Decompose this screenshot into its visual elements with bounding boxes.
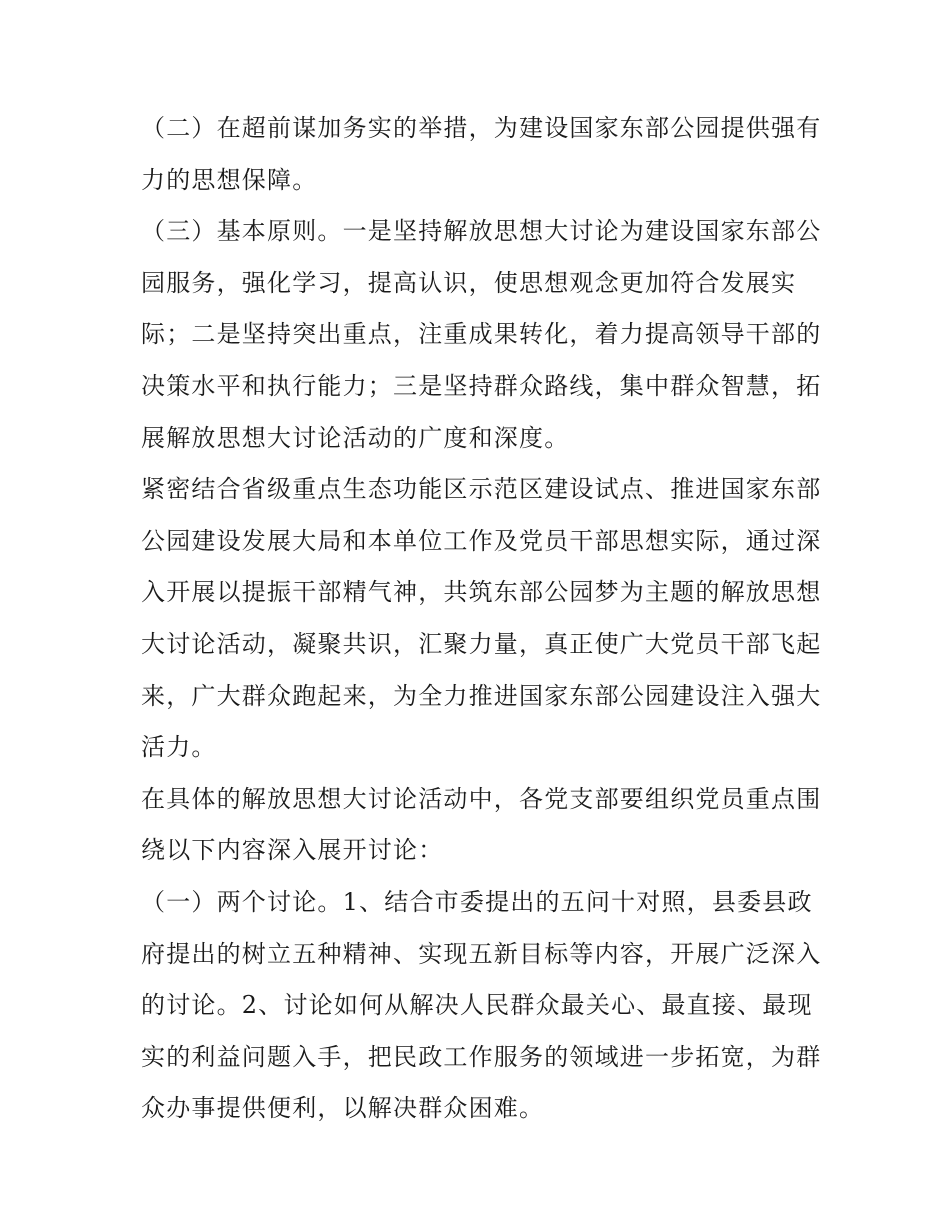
paragraph-line: 实的利益问题入手，把民政工作服务的领域进一步拓宽，为群 (141, 1042, 822, 1071)
paragraph-line: 展解放思想大讨论活动的广度和深度。 (141, 423, 570, 452)
paragraph-line: 活力。 (141, 733, 217, 762)
paragraph-line: 公园建设发展大局和本单位工作及党员干部思想实际，通过深 (141, 526, 822, 555)
paragraph-line: 在具体的解放思想大讨论活动中，各党支部要组织党员重点围 (141, 784, 822, 813)
paragraph-line: 府提出的树立五种精神、实现五新目标等内容，开展广泛深入 (141, 939, 822, 968)
paragraph-line: 绕以下内容深入展开讨论： (141, 836, 444, 865)
paragraph-line: 入开展以提振干部精气神，共筑东部公园梦为主题的解放思想 (141, 578, 822, 607)
paragraph-line: 的讨论。2、讨论如何从解决人民群众最关心、最直接、最现 (141, 991, 813, 1020)
paragraph-line: （一）两个讨论。1、结合市委提出的五问十对照，县委县政 (141, 887, 813, 916)
paragraph-line: 际；二是坚持突出重点，注重成果转化，着力提高领导干部的 (141, 320, 822, 349)
paragraph-line: 众办事提供便利，以解决群众困难。 (141, 1094, 545, 1123)
paragraph-line: 力的思想保障。 (141, 165, 318, 194)
paragraph-line: 园服务，强化学习，提高认识，使思想观念更加符合发展实 (141, 268, 797, 297)
paragraph-line: 大讨论活动，凝聚共识，汇聚力量，真正使广大党员干部飞起 (141, 629, 822, 658)
paragraph-line: 紧密结合省级重点生态功能区示范区建设试点、推进国家东部 (141, 475, 822, 504)
paragraph-two-discussions (141, 877, 822, 1135)
paragraph-line: （三）基本原则。一是坚持解放思想大讨论为建设国家东部公 (141, 217, 822, 246)
paragraph-basic-principles (141, 206, 822, 464)
paragraph-line: （二）在超前谋加务实的举措，为建设国家东部公园提供强有 (141, 114, 822, 142)
paragraph-line: 决策水平和执行能力；三是坚持群众路线，集中群众智慧，拓 (141, 371, 822, 400)
document-body (141, 103, 822, 1135)
paragraph-integration (141, 464, 822, 774)
paragraph-line: 来，广大群众跑起来，为全力推进国家东部公园建设注入强大 (141, 681, 822, 710)
paragraph-phase-two (141, 103, 822, 206)
paragraph-discussion-intro (141, 774, 822, 877)
